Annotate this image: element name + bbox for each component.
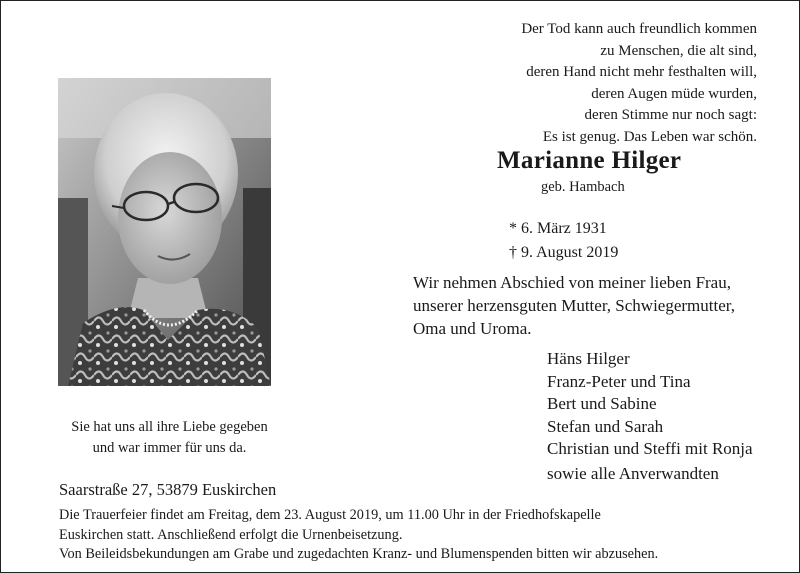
farewell-line: unserer herzensguten Mutter, Schwiegermutter, (413, 296, 735, 315)
death-date: † 9. August 2019 (509, 244, 619, 261)
poem-line: Es ist genug. Das Leben war schön. (542, 128, 757, 145)
mourners-list (547, 348, 753, 461)
poem-line: deren Hand nicht mehr festhalten will, (526, 64, 757, 80)
mourner: Stefan und Sarah (547, 416, 664, 436)
funeral-notice (59, 506, 658, 565)
birth-date: * 6. März 1931 (509, 220, 607, 237)
farewell-text (413, 271, 735, 340)
portrait-photo-image (58, 78, 271, 386)
address: Saarstraße 27, 53879 Euskirchen (59, 480, 277, 499)
relatives-line: sowie alle Anverwandten (547, 464, 719, 483)
poem-line: deren Stimme nur noch sagt: (584, 107, 757, 123)
poem-line: zu Menschen, die alt sind, (600, 42, 757, 59)
portrait-photo (58, 78, 271, 386)
notice-line: Von Beileidsbekundungen am Grabe und zugedachten Kranz- und Blumenspenden bitten wir abzusehen. (59, 546, 659, 563)
notice-line: Die Trauerfeier findet am Freitag, dem 23. August 2019, um 11.00 Uhr in der Friedhofskapelle (59, 507, 601, 523)
poem-line: Der Tod kann auch freundlich kommen (521, 21, 757, 37)
birth-name: geb. Hambach (541, 179, 625, 195)
caption-line: Sie hat uns all ihre Liebe gegeben (71, 419, 268, 435)
poem-line: deren Augen müde wurden, (591, 85, 757, 102)
poem (427, 19, 757, 148)
life-dates (509, 217, 618, 265)
mourner: Häns Hilger (547, 349, 630, 368)
deceased-name: Marianne Hilger (497, 147, 682, 174)
farewell-line: Wir nehmen Abschied von meiner lieben Frau, (413, 273, 731, 292)
mourner: Christian und Steffi mit Ronja (547, 439, 753, 459)
farewell-line: Oma und Uroma. (413, 319, 532, 338)
caption-line: und war immer für uns da. (92, 439, 247, 456)
photo-caption (58, 417, 281, 458)
mourner: Franz-Peter und Tina (547, 371, 691, 391)
mourner: Bert und Sabine (547, 394, 657, 414)
notice-line: Euskirchen statt. Anschließend erfolgt die Urnenbeisetzung. (59, 526, 403, 543)
